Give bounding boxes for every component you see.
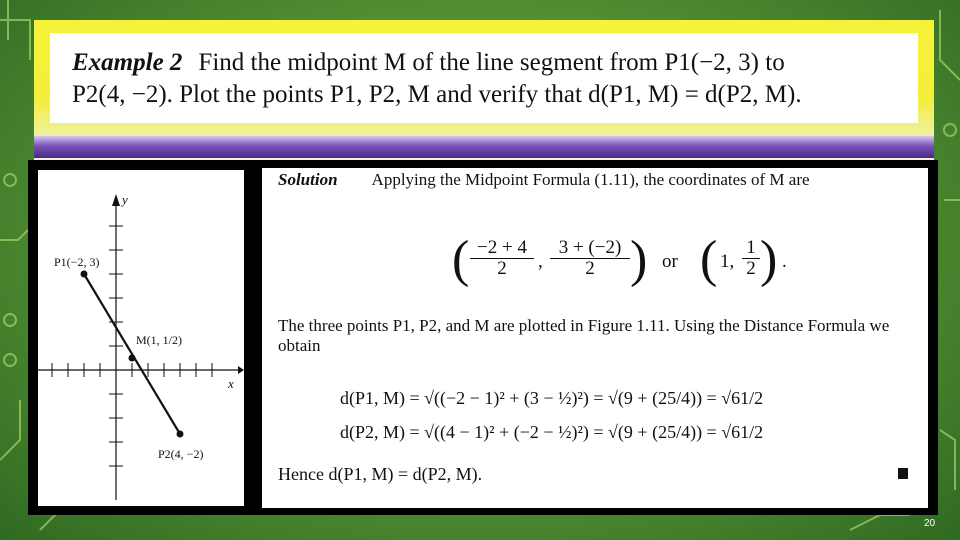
result-fraction xyxy=(742,238,760,279)
y-axis-arrow xyxy=(112,194,120,206)
period: . xyxy=(782,251,787,272)
fraction-y-denominator: 2 xyxy=(585,258,595,279)
result-right-paren: ) xyxy=(760,231,778,288)
distance-intro: The three points P1, P2, and M are plotted in Figure 1.11. Using the Distance Formula we obtain xyxy=(278,316,890,355)
statement-line-2: P2(4, −2). Plot the points P1, P2, M and verify that d(P1, M) = d(P2, M). xyxy=(72,81,802,108)
point-m xyxy=(129,355,136,362)
fraction-x xyxy=(470,238,534,279)
figure-panel xyxy=(38,170,244,506)
example-statement xyxy=(50,33,918,123)
right-paren: ) xyxy=(630,231,648,288)
x-axis-arrow xyxy=(238,366,244,374)
solution-panel xyxy=(262,168,928,508)
or-word: or xyxy=(662,251,678,272)
p1-label: P1(−2, 3) xyxy=(54,255,100,269)
statement-line-1 xyxy=(72,47,898,79)
header-divider xyxy=(34,136,934,158)
distance-formula-1: d(P1, M) = √((−2 − 1)² + (3 − ½)²) = √(9 + (25/4)) = √61/2 xyxy=(340,388,764,408)
statement-text-1: Find the midpoint M of the line segment from P1(−2, 3) to xyxy=(198,49,785,76)
comma: , xyxy=(538,251,543,272)
solution-intro xyxy=(278,170,918,190)
conclusion: Hence d(P1, M) = d(P2, M). xyxy=(278,464,483,484)
distance-formula-2: d(P2, M) = √((4 − 1)² + (−2 − ½)²) = √(9 + (25/4)) = √61/2 xyxy=(340,422,764,442)
y-axis-label: y xyxy=(122,192,128,207)
result-x: 1, xyxy=(720,251,735,272)
m-label: M(1, 1/2) xyxy=(136,333,182,347)
x-axis-label: x xyxy=(228,376,234,391)
line-segment xyxy=(84,274,180,434)
example-label: Example 2 xyxy=(72,49,183,76)
result-denominator: 2 xyxy=(746,258,756,279)
end-of-proof-mark xyxy=(898,468,908,479)
p2-label: P2(4, −2) xyxy=(158,447,204,461)
coordinate-plot xyxy=(38,170,244,506)
point-p2 xyxy=(177,431,184,438)
solution-label: Solution xyxy=(278,170,338,189)
fraction-y xyxy=(550,238,630,279)
fraction-x-numerator: −2 + 4 xyxy=(470,238,534,259)
left-paren: ( xyxy=(452,231,470,288)
fraction-y-numerator: 3 + (−2) xyxy=(550,238,630,259)
fraction-x-denominator: 2 xyxy=(497,258,507,279)
result-left-paren: ( xyxy=(700,231,718,288)
midpoint-formula xyxy=(452,230,912,294)
slide-number: 20 xyxy=(924,518,936,529)
result-numerator: 1 xyxy=(742,238,760,259)
point-p1 xyxy=(81,271,88,278)
solution-intro-text: Applying the Midpoint Formula (1.11), the coordinates of M are xyxy=(371,170,810,189)
